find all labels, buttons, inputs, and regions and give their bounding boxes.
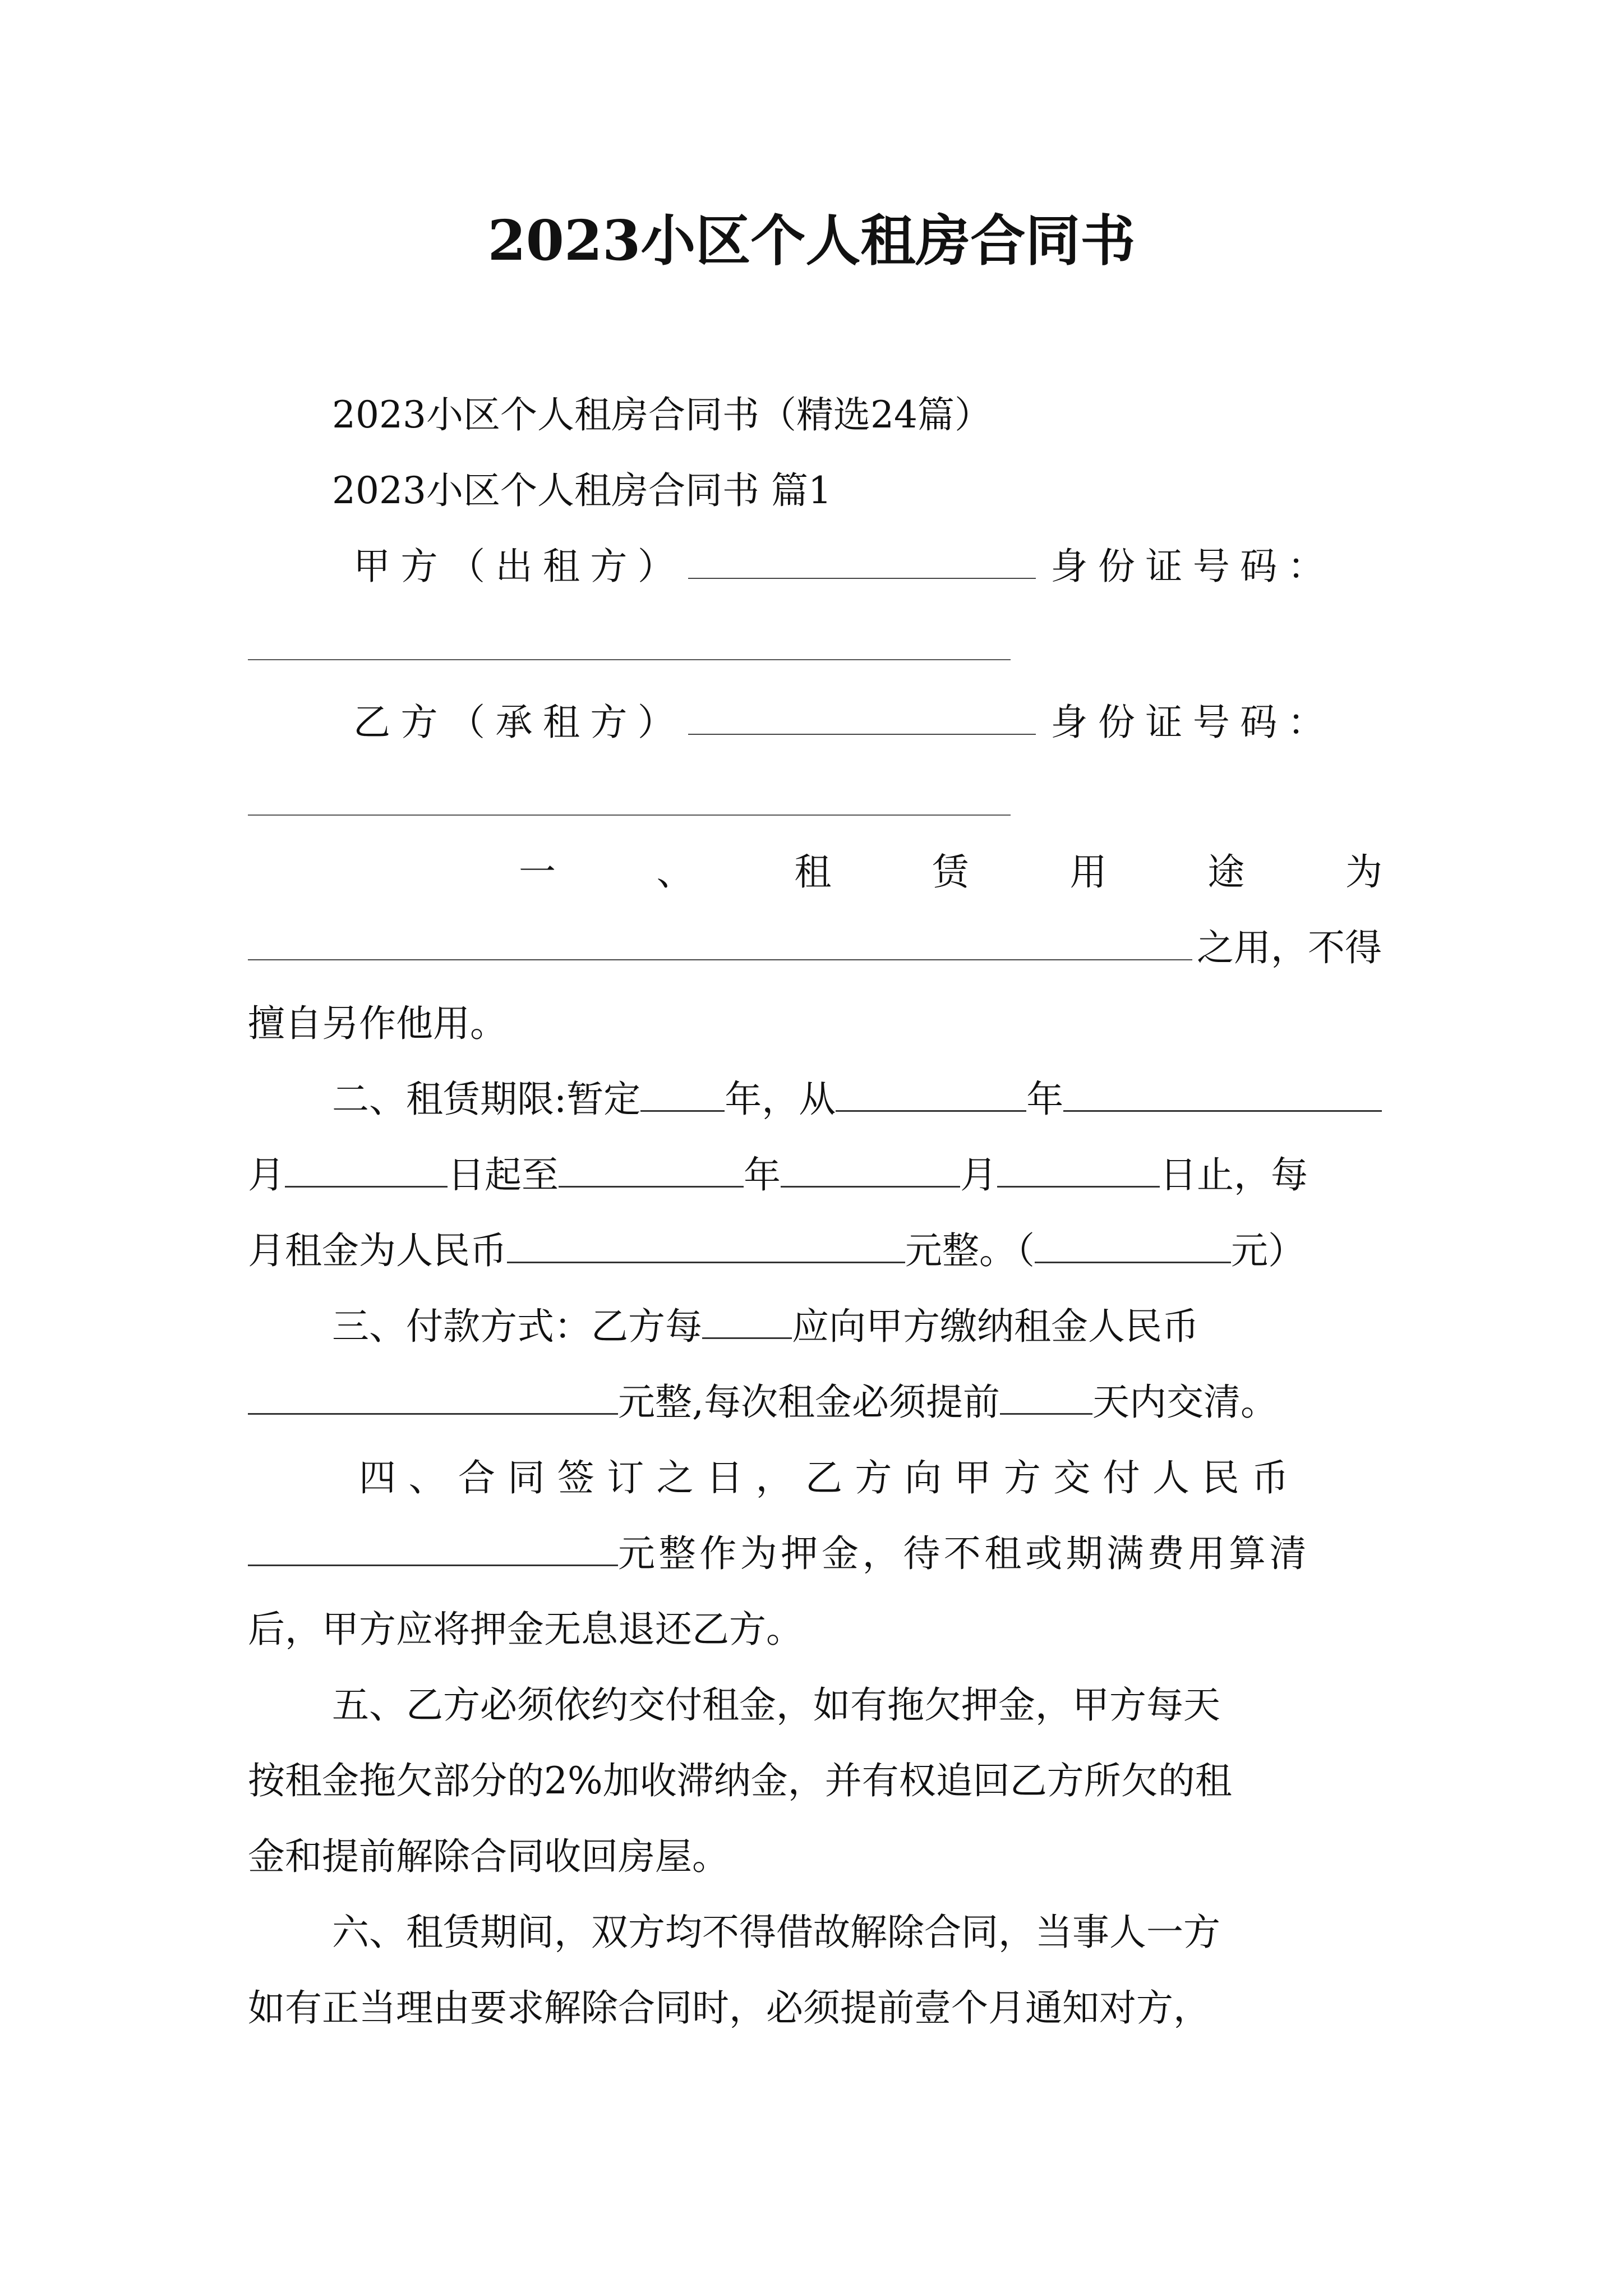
party-b-id-blank [248, 815, 1011, 816]
party-b-label: 乙方（承租方） [353, 701, 685, 744]
clause6-line2: 如有正当理由要求解除合同时，必须提前壹个月通知对方， [248, 1986, 1210, 2030]
clause5-line2: 按租金拖欠部分的2%加收滞纳金，并有权追回乙方所欠的租 [248, 1759, 1232, 1802]
clause3-line1 [332, 1299, 1382, 1355]
end-year-blank [559, 1151, 744, 1188]
party-b-id-label: 身份证号码： [1050, 701, 1335, 744]
party-a-row [353, 539, 1335, 595]
clause4-deposit-text: 元整作为押金，待不租或期满费用算清 [618, 1532, 1311, 1575]
deposit-amount-blank [248, 1529, 618, 1566]
clause1-line3: 擅自另作他用。 [248, 1002, 507, 1045]
end-month-blank [781, 1151, 960, 1188]
clause3-days-text: 天内交清。 [1092, 1381, 1278, 1424]
clause1-char: 租 [794, 850, 832, 894]
clause2-yuan-close: 元） [1231, 1229, 1305, 1272]
clause2-yuan-label: 元整。（ [905, 1229, 1035, 1272]
document-title: 2023小区个人租房合同书 [487, 209, 1136, 273]
clause1-char: 赁 [932, 850, 969, 894]
party-a-name-blank [688, 542, 1036, 579]
clause2-line2 [248, 1147, 1382, 1203]
clause1-line2 [248, 920, 1382, 976]
clause2-line3 [248, 1223, 1382, 1279]
clause3-payment-label: 三、付款方式：乙方每 [332, 1305, 702, 1348]
clause2-month-label: 月 [248, 1153, 285, 1197]
clause2-year-label-2: 年 [744, 1153, 781, 1197]
payment-amount-blank [248, 1378, 618, 1415]
clause1-line1 [519, 844, 1382, 900]
rent-figure-blank [1035, 1226, 1231, 1263]
start-month-blank [1063, 1075, 1382, 1112]
clause1-char: 、 [656, 850, 694, 894]
clause3-pay-text: 应向甲方缴纳租金人民币 [792, 1305, 1199, 1348]
clause4-line2 [248, 1526, 1382, 1582]
party-a-label: 甲方（出租方） [353, 545, 685, 588]
clause1-purpose-blank [248, 924, 1192, 960]
advance-days-blank [1000, 1378, 1092, 1415]
clause4-line1: 四、合同签订之日，乙方向甲方交付人民币 [359, 1456, 1302, 1499]
party-a-id-blank [248, 659, 1011, 660]
clause3-line2 [248, 1374, 1382, 1430]
party-b-name-blank [688, 698, 1036, 735]
clause1-char: 用 [1069, 850, 1107, 894]
clause4-line3: 后，甲方应将押金无息退还乙方。 [248, 1608, 803, 1651]
clause2-until-label: 日起至 [448, 1153, 559, 1197]
start-day-blank [285, 1151, 448, 1188]
clause3-advance-text: 元整,每次租金必须提前 [618, 1381, 1000, 1424]
clause5-line1: 五、乙方必须依约交付租金，如有拖欠押金，甲方每天 [332, 1683, 1220, 1727]
clause2-line1 [332, 1071, 1382, 1128]
subtitle: 2023小区个人租房合同书（精选24篇） [332, 393, 992, 436]
clause2-from-label: 年，从 [725, 1078, 836, 1121]
start-year-blank [836, 1075, 1026, 1112]
clause6-line1: 六、租赁期间，双方均不得借故解除合同，当事人一方 [332, 1911, 1220, 1954]
end-day-blank [997, 1151, 1160, 1188]
clause1-tail: 之用，不得 [1197, 926, 1382, 969]
clause2-term-label: 二、租赁期限:暂定 [332, 1078, 641, 1121]
clause5-line3: 金和提前解除合同收回房屋。 [248, 1835, 729, 1878]
clause2-month-label-2: 月 [960, 1153, 997, 1197]
clause1-char: 一 [519, 850, 556, 894]
term-years-blank [640, 1075, 725, 1112]
clause2-day-end-label: 日止，每 [1160, 1153, 1308, 1197]
clause1-char: 为 [1345, 850, 1382, 894]
clause2-rent-label: 月租金为人民币 [248, 1229, 507, 1272]
payment-period-blank [702, 1302, 792, 1339]
party-a-id-label: 身份证号码： [1050, 545, 1335, 588]
rent-amount-blank [507, 1226, 905, 1263]
party-b-row [353, 694, 1335, 751]
clause1-char: 途 [1207, 850, 1245, 894]
section-heading: 2023小区个人租房合同书 篇1 [332, 469, 832, 512]
clause2-year-label: 年 [1026, 1078, 1064, 1121]
